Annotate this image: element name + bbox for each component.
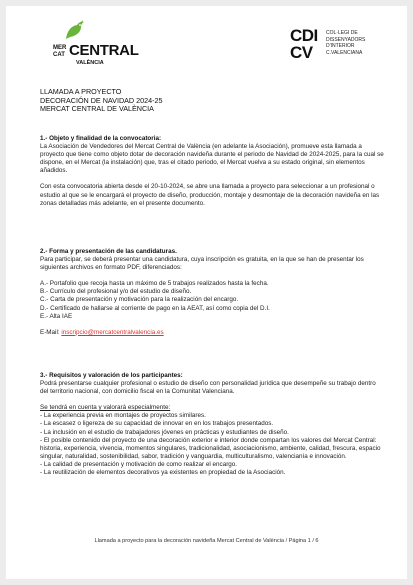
logo-valencia-text: VALÈNCIA [76, 60, 104, 66]
list-item: - El posible contenido del proyecto de una decoración exterior e interior donde compartan los valores del Mercat Central: historia, experiencia, vivencia, momentos singulares, tradicionalidad, asociacionismo, ambiente, calidad, frescura, espacio singular, naturalidad, sostenibilidad, sabor, tradición y vanguardia, multiculturalismo, valencianía e innovación. [40, 436, 381, 460]
list-item: - La inclusión en el estudio de trabajadores jóvenes en prácticas y estudiantes de diseño. [40, 428, 289, 436]
page-footer: Llamada a proyecto para la decoración navideña Mercat Central de València / Página 1 / 6 [94, 538, 319, 544]
list-item: - La calidad de presentación y motivación de como realizar el encargo. [40, 460, 238, 468]
email-label: E-Mail: [40, 328, 60, 336]
logo-central-text: CENTRAL [69, 42, 139, 59]
mercat-central-logo [53, 19, 139, 71]
title-line-2: DECORACIÓN DE NAVIDAD 2024-25 [40, 95, 163, 105]
logo-cdi-text: CDI [290, 26, 318, 45]
section-1 [40, 135, 385, 208]
criteria-title: Se tendrá en cuenta y valorará especialmente: [40, 404, 171, 412]
section-2-intro: Para participar, se deberá presentar una candidatura, cuya inscripción es gratuita, en la que se han de presentar los siguientes archivos en formato PDF, diferenciados: [40, 256, 364, 272]
list-item: - La reutilización de elementos decorativos ya existentes en propiedad de la Asociación. [40, 469, 286, 477]
logo-mer-text: MER [53, 45, 67, 51]
section-3 [40, 372, 385, 477]
list-item: B.- Currículo del profesional y/o del estudio de diseño. [40, 288, 192, 296]
section-3-paragraph: Podrá presentarse cualquier profesional o estudio de diseño con personalidad jurídica que desempeñe su trabajo dentro del territorio nacional, con domicilio fiscal en la Comunitat Valenciana. [40, 380, 376, 396]
document-page [6, 6, 407, 579]
section-1-paragraph-2: Con esta convocatoria abierta desde el 20-10-2024, se abre una llamada a proyecto para seleccionar a un profesional o estudio al que se le encargará el proyecto de diseño, producción, montaje y desmontaje de la decoración navideña en las zonas detalladas más adelante, en el presente documento. [40, 183, 380, 207]
logo-cv-text: CV [290, 43, 313, 62]
section-3-heading: 3.- Requisitos y valoración de los participantes: [40, 372, 183, 379]
section-2 [40, 248, 385, 337]
list-item: C.- Carta de presentación y motivación para la realización del encargo. [40, 296, 239, 304]
document-title [40, 88, 163, 114]
section-1-paragraph-1: La Asociación de Vendedores del Mercat Central de València (en adelante la Asociación), promueve esta llamada a proyecto que tiene como objeto dotar de decoración navideña durante el periodo de Navidad de 2024-2025, para la cual se dispone, en el Mercat (la instalación) que, tras el citado periodo, el Mercat vuelva a su estado original, sin elementos añadidos. [40, 143, 384, 175]
list-item: - La escasez o ligereza de su capacidad de innovar en en los trabajos presentados. [40, 420, 274, 428]
section-2-heading: 2.- Forma y presentación de las candidaturas. [40, 248, 177, 255]
logo-colegio-text: COL·LEGI DE DISSENYADORS D'INTERIOR C.VALENCIANA [326, 30, 366, 56]
section-1-heading: 1.- Objeto y finalidad de la convocatoria: [40, 135, 162, 142]
list-item: - La experiencia previa en montajes de proyectos similares. [40, 412, 206, 420]
email-line [40, 329, 385, 337]
list-item: A.- Portafolio que recoja hasta un máximo de 5 trabajos realizados hasta la fecha. [40, 280, 269, 288]
title-line-3: MERCAT CENTRAL DE VALÈNCIA [40, 104, 154, 114]
parrot-logo-icon [63, 19, 85, 41]
cdicv-logo [290, 28, 390, 70]
logo-cat-text: CAT [53, 52, 65, 58]
list-item: D.- Certificado de hallarse al corriente de pago en la AEAT, así como copia del D.I. [40, 304, 270, 312]
list-item: E.- Alta IAE [40, 312, 73, 320]
title-line-1: LLAMADA A PROYECTO [40, 87, 122, 96]
email-link[interactable]: inscripcio@mercatcentralvalencia.es [61, 328, 164, 336]
